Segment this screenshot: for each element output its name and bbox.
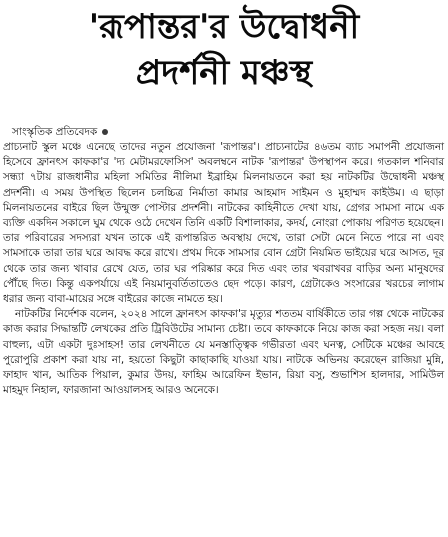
byline: সাংস্কৃতিক প্রতিবেদক [12,126,98,138]
article-headline [0,4,448,96]
headline-line-1: 'রূপান্তর'র উদ্বোধনী [88,7,360,47]
headline-line-2: প্রদর্শনী মঞ্চস্থ [135,53,313,93]
article-body [3,140,444,398]
byline-row [12,124,108,140]
article-paragraph: নাটকটির নির্দেশক বলেন, ২০২৪ সালে ফ্রানৎস কাফকা'র মৃত্যুর শততম বার্ষিকীতে তার গল্প থেকে নাটকের কাজ করার সিদ্ধান্তটি লেখকের প্রতি ট্রিবিউটের সামান্য চেষ্টা। তবে কাফকাকে নিয়ে কাজ করা সহজ নয়। বলা বাহুল্য, এটা একটা দুঃসাহস! তার লেখনীতে যে মনস্তাত্ত্বিক গভীরতা এবং ঘনত্ব, সেটিকে মঞ্চের আবহে পুরোপুরি প্রকাশ করা যায় না, হয়তো কিছুটা কাছাকাছি যাওয়া যায়। নাটকে অভিনয় করেছেন রাজিয়া মুন্নি, ফাহাদ খান, আতিক পিয়াল, কুমার উদয়, ফাহিম আরেফিন ইভান, রিয়া বসু, শুভাশিস হালদার, সামিউল মাহমুদ নিহাল, ফারজানা আওয়ালসহ আরও অনেকে। [3,308,444,397]
article-paragraph: প্রাচ্যনাট স্কুল মঞ্চে এনেছে তাদের নতুন প্রযোজনা 'রূপান্তর'। প্রাচ্যনাটের ৪৬তম ব্যাচ সমাপনী প্রযোজনা হিসেবে ফ্রানৎস কাফকা'র 'দ্য মেটামরফোসিস' অবলম্বনে নাটক 'রূপান্তর' উপস্থাপন করে। গতকাল শনিবার সন্ধ্যা ৭টায় রাজধানীর মহিলা সমিতির নীলিমা ইব্রাহিম মিলনায়তনে করা হয় নাটকটির উদ্বোধনী মঞ্চস্থ প্রদর্শনী। এ সময় উপস্থিত ছিলেন চলচ্চিত্র নির্মাতা কামার আহমাদ সাইমন ও মুহাম্মদ কাইউম। এ ছাড়া মিলনায়তনের বাইরে ছিল উন্মুক্ত পোস্টার প্রদর্শনী। নাটকের কাহিনীতে দেখা যায়, গ্রেগর সামসা নামে এক ব্যক্তি একদিন সকালে ঘুম থেকে ওঠে দেখেন তিনি একটি বিশালাকার, কদর্য, নোংরা পোকায় পরিণত হয়েছেন। তার পরিবারের সদস্যরা যখন তাকে এই রূপান্তরিত অবস্থায় দেখে, তারা সেটা মেনে নিতে পারে না এবং সামসাকে তারা তার ঘরে আবদ্ধ করে রাখে। প্রথম দিকে সামসার বোন গ্রেটা নিয়মিত ভাইয়ের ঘরে আসত, দূর থেকে তার জন্য খাবার রেখে যেত, তার ঘর পরিষ্কার করে দিত এবং তার খবরাখবর বাড়ির অন্য মানুষদের পৌঁছে দিত। কিন্তু একপর্যায়ে এই নিয়মানুবর্তিতাতেও ছেদ পড়ে। কারণ, গ্রেটাকেও সংসারের খরচের লাগাম ধরার জন্য বাবা-মায়ের সঙ্গে বাইরের কাজে নামতে হয়। [3,141,444,306]
bullet-dot-icon [102,129,108,135]
